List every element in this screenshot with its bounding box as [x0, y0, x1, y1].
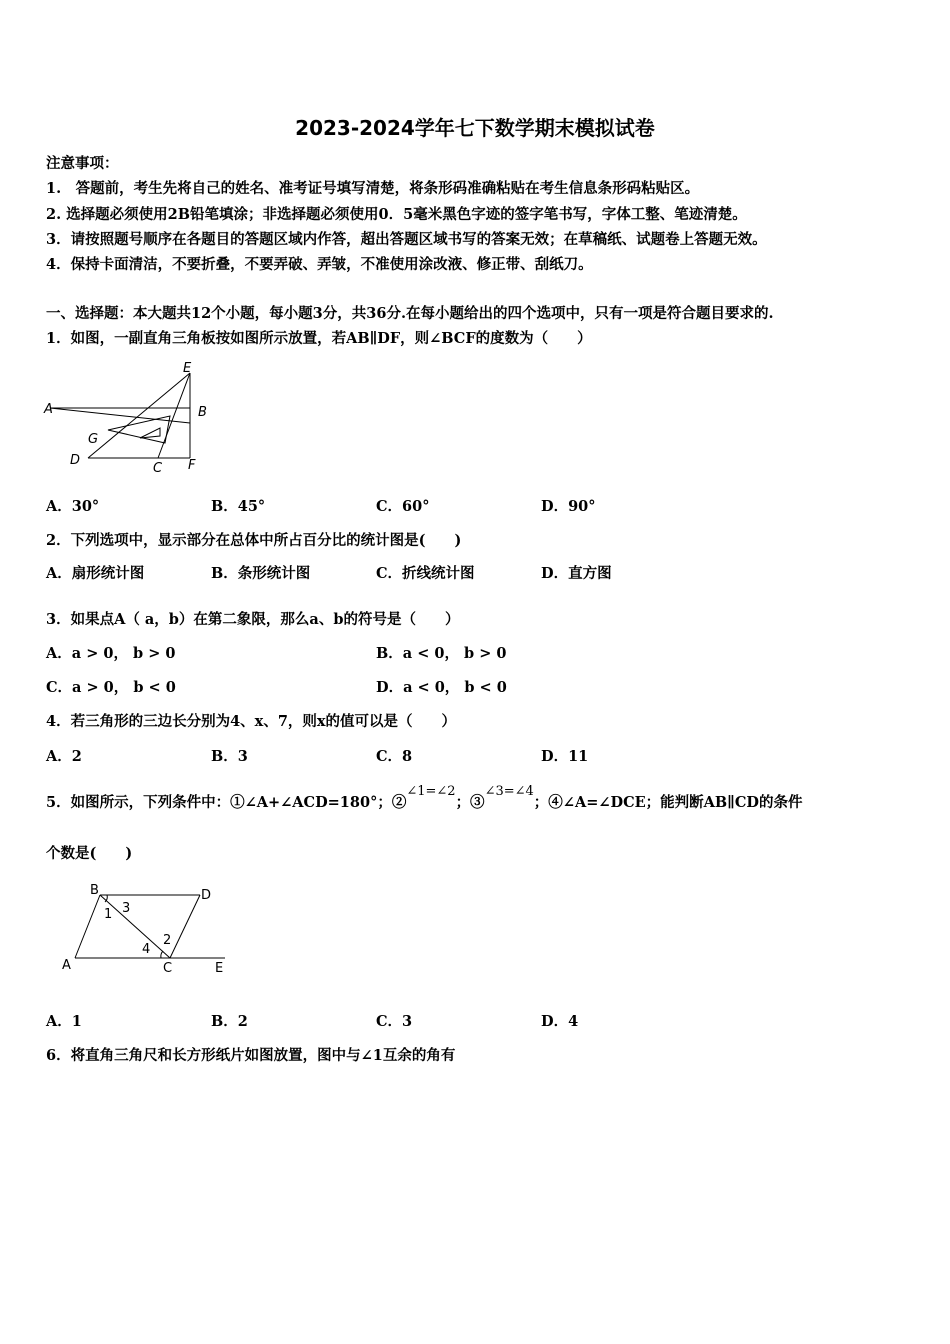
- option-a: A．扇形统计图: [46, 565, 145, 582]
- option-d: D．a < 0， b < 0: [376, 679, 507, 696]
- label-a: A: [62, 958, 71, 973]
- question-2-stem: 2．下列选项中，显示部分在总体中所占百分比的统计图是( ): [46, 532, 462, 549]
- option-c: C．3: [376, 1013, 413, 1030]
- label-e: E: [183, 361, 192, 376]
- question-5-stem: [46, 784, 803, 812]
- option-b: B．条形统计图: [211, 565, 311, 582]
- question-5-stem-continued: 个数是( ): [46, 845, 133, 862]
- label-f: F: [188, 458, 196, 473]
- option-b: B．45°: [211, 498, 266, 515]
- question-3-stem: 3．如果点A（ a，b）在第二象限，那么a、b的符号是（ ）: [46, 611, 460, 628]
- section-heading: 一、选择题：本大题共12个小题，每小题3分，共36分.在每小题给出的四个选项中，只有一项是符合题目要求的.: [46, 305, 774, 322]
- label-e: E: [215, 961, 224, 976]
- condition-3: ∠3=∠4: [484, 784, 534, 799]
- option-c: C．a > 0， b < 0: [46, 679, 176, 696]
- label-angle-4: 4: [142, 942, 151, 957]
- question-1-stem: 1．如图，一副直角三角板按如图所示放置，若AB∥DF，则∠BCF的度数为（ ）: [46, 330, 592, 347]
- question-1-figure: [40, 358, 230, 480]
- label-angle-1: 1: [104, 907, 113, 922]
- option-b: B．a < 0， b > 0: [376, 645, 507, 662]
- option-c: C．折线统计图: [376, 565, 475, 582]
- notice-heading: 注意事项：: [46, 155, 119, 172]
- stem-part: ；④∠A=∠DCE；能判断AB∥CD的条件: [533, 794, 803, 811]
- label-d: D: [201, 888, 212, 903]
- option-a: A．30°: [46, 498, 100, 515]
- notice-item: 4．保持卡面清洁，不要折叠，不要弄破、弄皱，不准使用涂改液、修正带、刮纸刀。: [46, 256, 593, 273]
- option-d: D．11: [541, 748, 589, 765]
- label-angle-3: 3: [122, 901, 131, 916]
- label-g: G: [88, 432, 99, 447]
- label-c: C: [153, 461, 163, 476]
- option-d: D．4: [541, 1013, 579, 1030]
- condition-2: ∠1=∠2: [406, 784, 456, 799]
- label-d: D: [70, 453, 81, 468]
- label-a: A: [44, 402, 53, 417]
- question-5-figure: [55, 880, 235, 980]
- notice-item: 3．请按照题号顺序在各题目的答题区域内作答，超出答题区域书写的答案无效；在草稿纸、试题卷上答题无效。: [46, 231, 767, 248]
- label-c: C: [163, 961, 173, 976]
- label-b: B: [198, 405, 207, 420]
- option-c: C．60°: [376, 498, 430, 515]
- option-d: D．直方图: [541, 565, 612, 582]
- option-a: A．1: [46, 1013, 82, 1030]
- label-angle-2: 2: [163, 933, 172, 948]
- stem-part: 5．如图所示，下列条件中：①∠A+∠ACD=180°；②: [46, 794, 407, 811]
- option-a: A．2: [46, 748, 82, 765]
- option-c: C．8: [376, 748, 413, 765]
- question-6-stem: 6．将直角三角尺和长方形纸片如图放置，图中与∠1互余的角有: [46, 1047, 456, 1064]
- question-4-stem: 4．若三角形的三边长分别为4、x、7，则x的值可以是（ ）: [46, 713, 457, 730]
- notice-item: 2. 选择题必须使用2B铅笔填涂；非选择题必须使用0．5毫米黑色字迹的签字笔书写，字体工整、笔迹清楚。: [46, 206, 747, 223]
- option-a: A．a > 0， b > 0: [46, 645, 176, 662]
- option-b: B．2: [211, 1013, 248, 1030]
- label-b: B: [90, 883, 99, 898]
- option-d: D．90°: [541, 498, 596, 515]
- option-b: B．3: [211, 748, 248, 765]
- notice-item: 1. 答题前，考生先将自己的姓名、准考证号填写清楚，将条形码准确粘贴在考生信息条形码粘贴区。: [46, 180, 700, 197]
- page-title: 2023-2024学年七下数学期末模拟试卷: [295, 116, 655, 140]
- stem-part: ；③: [455, 794, 485, 811]
